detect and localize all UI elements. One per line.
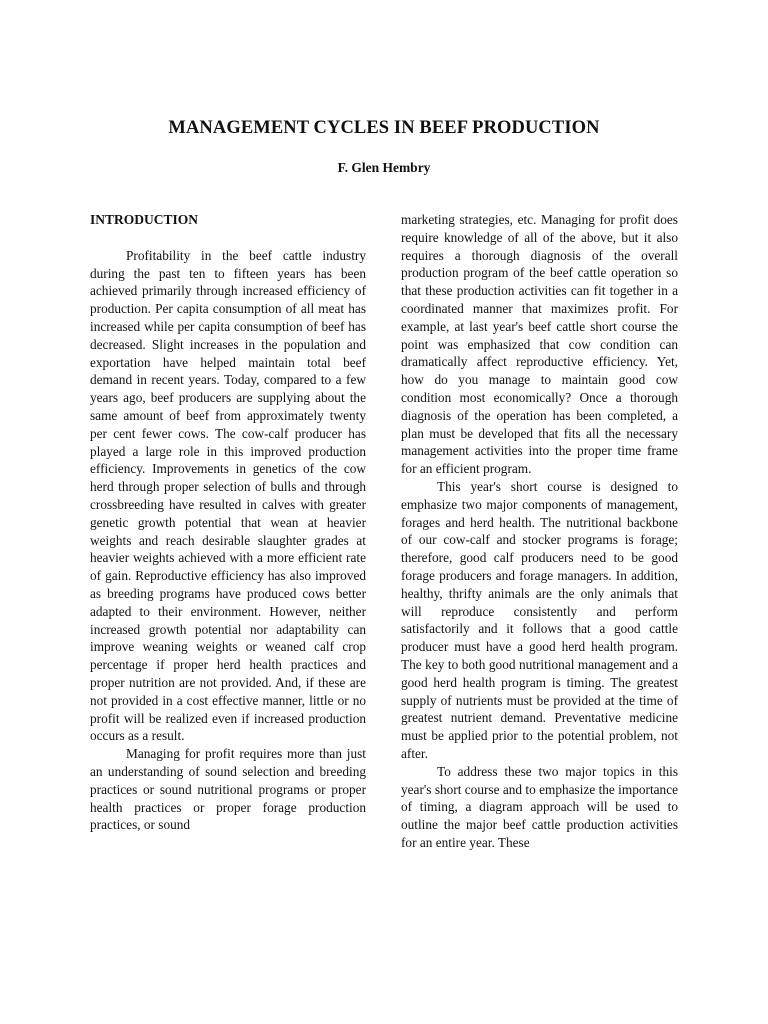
paragraph-continued: marketing strategies, etc. Managing for profit does require knowledge of all of the above, but it also requires a thorough diagnosis of the overall production program of the beef cattle operation so that these production activities can fit together in a coordinated manner that maximizes profit. For example, at last year's beef cattle short course the point was emphasized that cow condition can dramatically affect reproductive efficiency. Yet, how do you manage to maintain good cow condition most economically? Once a thorough diagnosis of the operation has been completed, a plan must be developed that fits all the necessary management activities into the proper time frame for an efficient program.	[401, 212, 678, 477]
paragraph: This year's short course is designed to emphasize two major components of management, forages and herd health. The nutritional backbone of our cow-calf and stocker programs is forage; therefore, good calf producers need to be good forage producers and forage managers. In addition, healthy, thrifty animals are the only animals that will reproduce consistently and perform satisfactorily and it follows that a good cattle producer must have a good herd health program. The key to both good nutritional management and a good herd health program is timing. The greatest supply of nutrients must be provided at the time of greatest nutrient demand. Preventative medicine must be applied prior to the potential problem, not after.	[401, 478, 678, 761]
left-column	[90, 211, 366, 834]
section-heading-introduction: INTRODUCTION	[90, 212, 199, 227]
paragraph: Profitability in the beef cattle industry during the past ten to fifteen years has been achieved primarily through increased efficiency of production. Per capita consumption of all meat has increased while per capita consumption of beef has decreased. Slight increases in the population and exportation have helped maintain total beef demand in recent years. Today, compared to a few years ago, beef producers are supplying about the same amount of beef from approximately twenty per cent fewer cows. The cow-calf producer has played a large role in this improved production efficiency. Improvements in genetics of the cow herd through proper selection of bulls and through crossbreeding have resulted in calves with greater genetic growth potential that wean at heavier weights and reach desirable slaughter grades at heavier weights achieved with a more efficient rate of gain. Reproductive efficiency has also improved as breeding programs have produced cows better adapted to their environment. However, neither increased growth potential nor adaptability can improve weaning weights or weaned calf crop percentage if proper herd health practices and proper nutrition are not provided. And, if these are not provided in a cost effective manner, little or no profit will be realized even if increased production occurs as a result.	[90, 247, 366, 744]
document-title: MANAGEMENT CYCLES IN BEEF PRODUCTION	[168, 118, 600, 138]
document-author: F. Glen Hembry	[337, 160, 431, 175]
paragraph: To address these two major topics in this year's short course and to emphasize the importance of timing, a diagram approach will be used to outline the major beef cattle production activities for an entire year. These	[401, 763, 678, 850]
right-column	[401, 211, 678, 852]
paragraph: Managing for profit requires more than just an understanding of sound selection and breeding practices or sound nutritional programs or proper health practices or proper forage production practices, or sound	[90, 746, 366, 833]
